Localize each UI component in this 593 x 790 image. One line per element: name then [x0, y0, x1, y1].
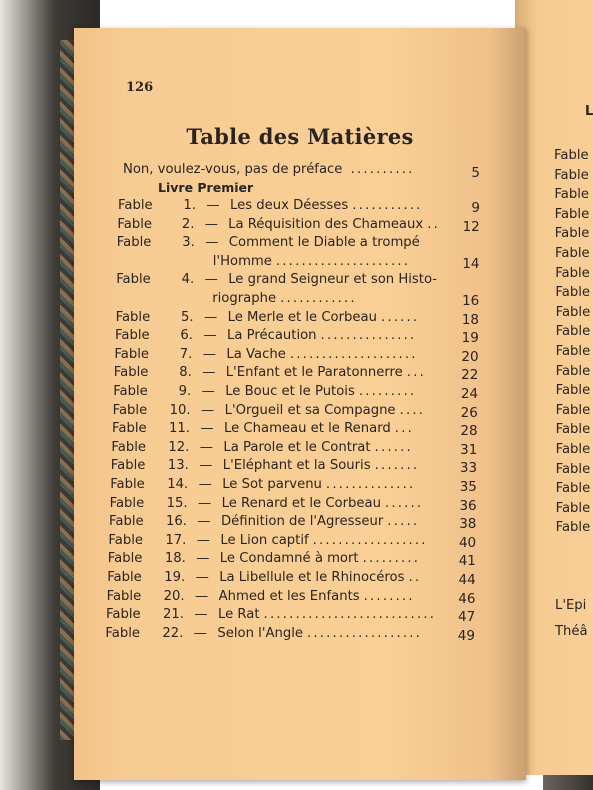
entry-label: Fable [113, 384, 148, 399]
entry-page: 49 [457, 627, 475, 644]
toc-entry [115, 328, 440, 343]
entry-title: Le Condamné à mort [219, 551, 359, 567]
entry-title-continuation: l'Homme [212, 253, 272, 269]
entry-number: 15. [166, 495, 188, 511]
entry-title: Le Chameau et le Renard [224, 421, 391, 437]
right-page-fable-label: Fable [555, 363, 591, 379]
entry-title: La Vache [226, 346, 286, 362]
entry-number: 10. [169, 402, 191, 418]
entry-label: Fable [115, 328, 150, 344]
toc-entry [108, 551, 440, 566]
entry-dash: — [203, 328, 217, 344]
entry-number: 8. [179, 365, 192, 381]
entry-dots: ..... [387, 514, 420, 530]
entry-title: Selon l'Angle [217, 625, 303, 641]
entry-title: Le Renard et le Corbeau [221, 495, 381, 511]
right-page-fable-label: Fable [555, 344, 591, 359]
entry-label: Fable [113, 365, 149, 381]
entry-number: 19. [164, 570, 186, 585]
entry-number: 2. [181, 216, 195, 232]
entry-title: La Précaution [227, 328, 317, 344]
toc-entry [107, 570, 440, 585]
entry-page: 18 [461, 311, 480, 328]
entry-page: 16 [462, 293, 480, 309]
right-page-fable-label: Fable [555, 304, 591, 320]
entry-dash: — [202, 365, 216, 381]
toc-entry [111, 440, 440, 455]
entry-page: 19 [461, 330, 479, 347]
entry-title: L'Enfant et le Paratonnerre [225, 365, 403, 381]
entry-dots: ....... [374, 458, 420, 474]
entry-label: Fable [116, 235, 152, 251]
entry-number: 17. [165, 532, 187, 548]
entry-label: Fable [108, 532, 143, 548]
entry-dash: — [200, 421, 214, 437]
entry-title: Le Sot parvenu [222, 477, 322, 492]
entry-dots: ... [394, 421, 414, 437]
toc-entry [110, 496, 440, 511]
entry-title: Comment le Diable a trompé [228, 235, 420, 251]
entry-dash: — [193, 625, 207, 641]
right-page-fable-label: Fable [554, 167, 589, 183]
toc-entry [117, 217, 440, 232]
entry-title: L'Orgueil et sa Compagne [224, 402, 396, 418]
entry-number: 20. [163, 588, 185, 604]
entry-dots: .... [399, 402, 426, 418]
entry-dots: .. [427, 216, 440, 232]
entry-label: Fable [109, 495, 145, 511]
right-page-fable-label: Fable [554, 226, 590, 242]
entry-dash: — [198, 477, 212, 492]
entry-dots: ... [406, 365, 426, 381]
right-page-fable-label: Fable [555, 324, 591, 340]
entry-number: 3. [182, 235, 195, 251]
right-page-fable-label: Fable [555, 402, 591, 418]
entry-dots: ............ [280, 291, 357, 306]
toc-entry [117, 235, 440, 250]
right-page-fable-label: Fable [555, 265, 590, 281]
entry-label: Fable [107, 570, 142, 585]
entry-number: 22. [162, 625, 184, 641]
entry-label: Fable [107, 551, 143, 567]
entry-title-continuation: riographe [212, 291, 277, 306]
entry-page: 35 [459, 479, 477, 495]
entry-label: Fable [105, 625, 140, 641]
right-page-fable-label: Fable [555, 285, 590, 301]
entry-page: 33 [459, 460, 478, 477]
entry-dots: .................. [306, 625, 423, 641]
entry-label: Fable [110, 477, 145, 492]
entry-number: 1. [183, 198, 196, 213]
entry-label: Fable [116, 272, 151, 288]
right-page-extra-2: Théâ [555, 624, 588, 639]
entry-page: 40 [458, 534, 477, 551]
entry-title: Le Rat [218, 607, 260, 623]
entry-dots: ............... [320, 328, 417, 344]
entry-number: 21. [163, 607, 184, 623]
entry-number: 7. [179, 346, 193, 362]
entry-label: Fable [112, 402, 148, 418]
entry-dash: — [196, 551, 210, 567]
right-page-fable-label: Fable [555, 422, 591, 438]
entry-title: Ahmed et les Enfants [218, 588, 360, 604]
page-title: Table des Matières [186, 124, 414, 149]
toc-entry [114, 365, 440, 380]
toc-entry [116, 272, 440, 287]
entry-dots: ...... [374, 439, 413, 455]
toc-entry [106, 607, 440, 622]
entry-title: Les deux Déesses [230, 198, 349, 213]
entry-number: 4. [181, 272, 195, 288]
entry-label: Fable [118, 198, 153, 213]
entry-page: 20 [461, 348, 479, 365]
entry-label: Fable [109, 514, 144, 530]
section-heading: Livre Premier [158, 180, 254, 195]
entry-dash: — [204, 272, 218, 288]
toc-entry [111, 458, 440, 473]
right-page-fable-label: Fable [555, 481, 591, 497]
entry-number: 5. [181, 309, 194, 325]
entry-title: La Réquisition des Chameaux [228, 216, 424, 232]
entry-dots: ........................... [263, 607, 437, 623]
right-page-fable-label: Fable [554, 206, 590, 222]
entry-dots: ......... [362, 551, 421, 567]
entry-number: 12. [168, 439, 190, 455]
toc-entry-continuation [212, 291, 440, 306]
toc-entry [113, 403, 440, 418]
entry-dash: — [198, 495, 212, 511]
entry-number: 18. [164, 551, 186, 567]
entry-page: 22 [461, 367, 479, 384]
toc-entry [114, 347, 440, 362]
entry-number: 11. [169, 421, 190, 437]
entry-number: 16. [166, 514, 187, 530]
entry-dash: — [197, 514, 211, 530]
entry-page: 14 [462, 255, 480, 272]
right-page-extra-1: L'Epi [555, 598, 587, 613]
entry-page: 46 [458, 590, 476, 607]
entry-dots: ........ [363, 588, 415, 604]
right-page-fable-label: Fable [555, 383, 591, 399]
right-page-fable-label: Fable [554, 148, 589, 163]
entry-page: 12 [462, 218, 480, 235]
right-page-fable-label: Fable [555, 500, 591, 516]
toc-entry [118, 198, 440, 213]
entry-dash: — [202, 346, 216, 362]
toc-entry [107, 589, 440, 604]
preface-dots: .......... [350, 162, 415, 177]
entry-number: 14. [167, 477, 189, 492]
entry-number: 9. [178, 384, 192, 399]
page-number: 126 [126, 80, 154, 95]
entry-dash: — [195, 588, 209, 604]
entry-dots: .................. [312, 532, 428, 548]
entry-label: Fable [106, 588, 142, 604]
entry-dash: — [195, 570, 209, 585]
preface-page: 5 [471, 165, 480, 181]
right-page-fable-label: Fable [555, 246, 590, 261]
entry-page: 36 [459, 497, 477, 514]
entry-label: Fable [115, 309, 151, 325]
toc-entry [109, 514, 440, 529]
entry-dots: ........... [352, 198, 423, 213]
entry-title: Le Bouc et le Putois [225, 384, 355, 399]
entry-dots: .. [408, 570, 422, 585]
entry-dots: ...... [384, 495, 424, 511]
toc-entry [105, 626, 440, 641]
entry-page: 38 [459, 516, 477, 533]
toc-entry [110, 477, 440, 492]
toc-entry [116, 310, 440, 325]
entry-dots: ......... [358, 384, 417, 399]
entry-label: Fable [112, 421, 147, 437]
entry-title: Le Lion captif [220, 532, 309, 548]
entry-title: La Parole et le Contrat [223, 439, 371, 455]
entry-page: 26 [460, 404, 478, 421]
entry-dash: — [199, 458, 213, 474]
right-page-fable-label: Fable [555, 442, 591, 457]
entry-title: L'Eléphant et la Souris [222, 458, 371, 474]
entry-dash: — [206, 198, 220, 213]
entry-dots: ...... [380, 309, 420, 325]
preface-title: Non, voulez-vous, pas de préface [123, 162, 343, 177]
entry-title: La Libellule et le Rhinocéros [219, 570, 405, 585]
entry-number: 13. [167, 458, 189, 474]
toc-entry [112, 421, 440, 436]
right-page-letter: L [585, 104, 593, 119]
entry-page: 24 [460, 386, 479, 402]
entry-title: Le grand Seigneur et son Histo- [228, 272, 438, 288]
entry-title: Définition de l'Agresseur [221, 514, 384, 530]
entry-dash: — [201, 384, 215, 399]
entry-label: Fable [106, 607, 141, 623]
entry-label: Fable [114, 346, 149, 362]
entry-dash: — [194, 607, 208, 623]
entry-title: Le Merle et le Corbeau [227, 309, 377, 325]
entry-page: 31 [460, 441, 478, 458]
entry-page: 41 [458, 553, 476, 570]
right-page-fable-label: Fable [554, 187, 589, 203]
entry-dash: — [205, 235, 219, 251]
entry-page: 44 [458, 572, 476, 588]
entry-label: Fable [117, 216, 152, 232]
entry-dash: — [204, 309, 218, 325]
toc-entry [108, 533, 440, 548]
toc-entry-continuation [213, 254, 440, 269]
right-page-fable-label: Fable [555, 520, 591, 536]
entry-page: 9 [471, 200, 480, 216]
entry-dash: — [201, 402, 215, 418]
entry-page: 47 [458, 609, 476, 626]
entry-dots: ..................... [275, 253, 411, 269]
entry-dash: — [196, 532, 210, 548]
entry-dash: — [199, 439, 213, 455]
entry-dots: .............. [325, 477, 416, 492]
entry-label: Fable [110, 458, 146, 474]
right-page-fable-label: Fable [555, 461, 591, 477]
toc-entry [113, 384, 440, 399]
preface-entry [123, 162, 415, 177]
entry-dots: .................... [289, 346, 418, 362]
entry-number: 6. [180, 328, 193, 344]
entry-label: Fable [111, 439, 146, 455]
entry-page: 28 [460, 423, 478, 440]
entry-dash: — [204, 216, 218, 232]
